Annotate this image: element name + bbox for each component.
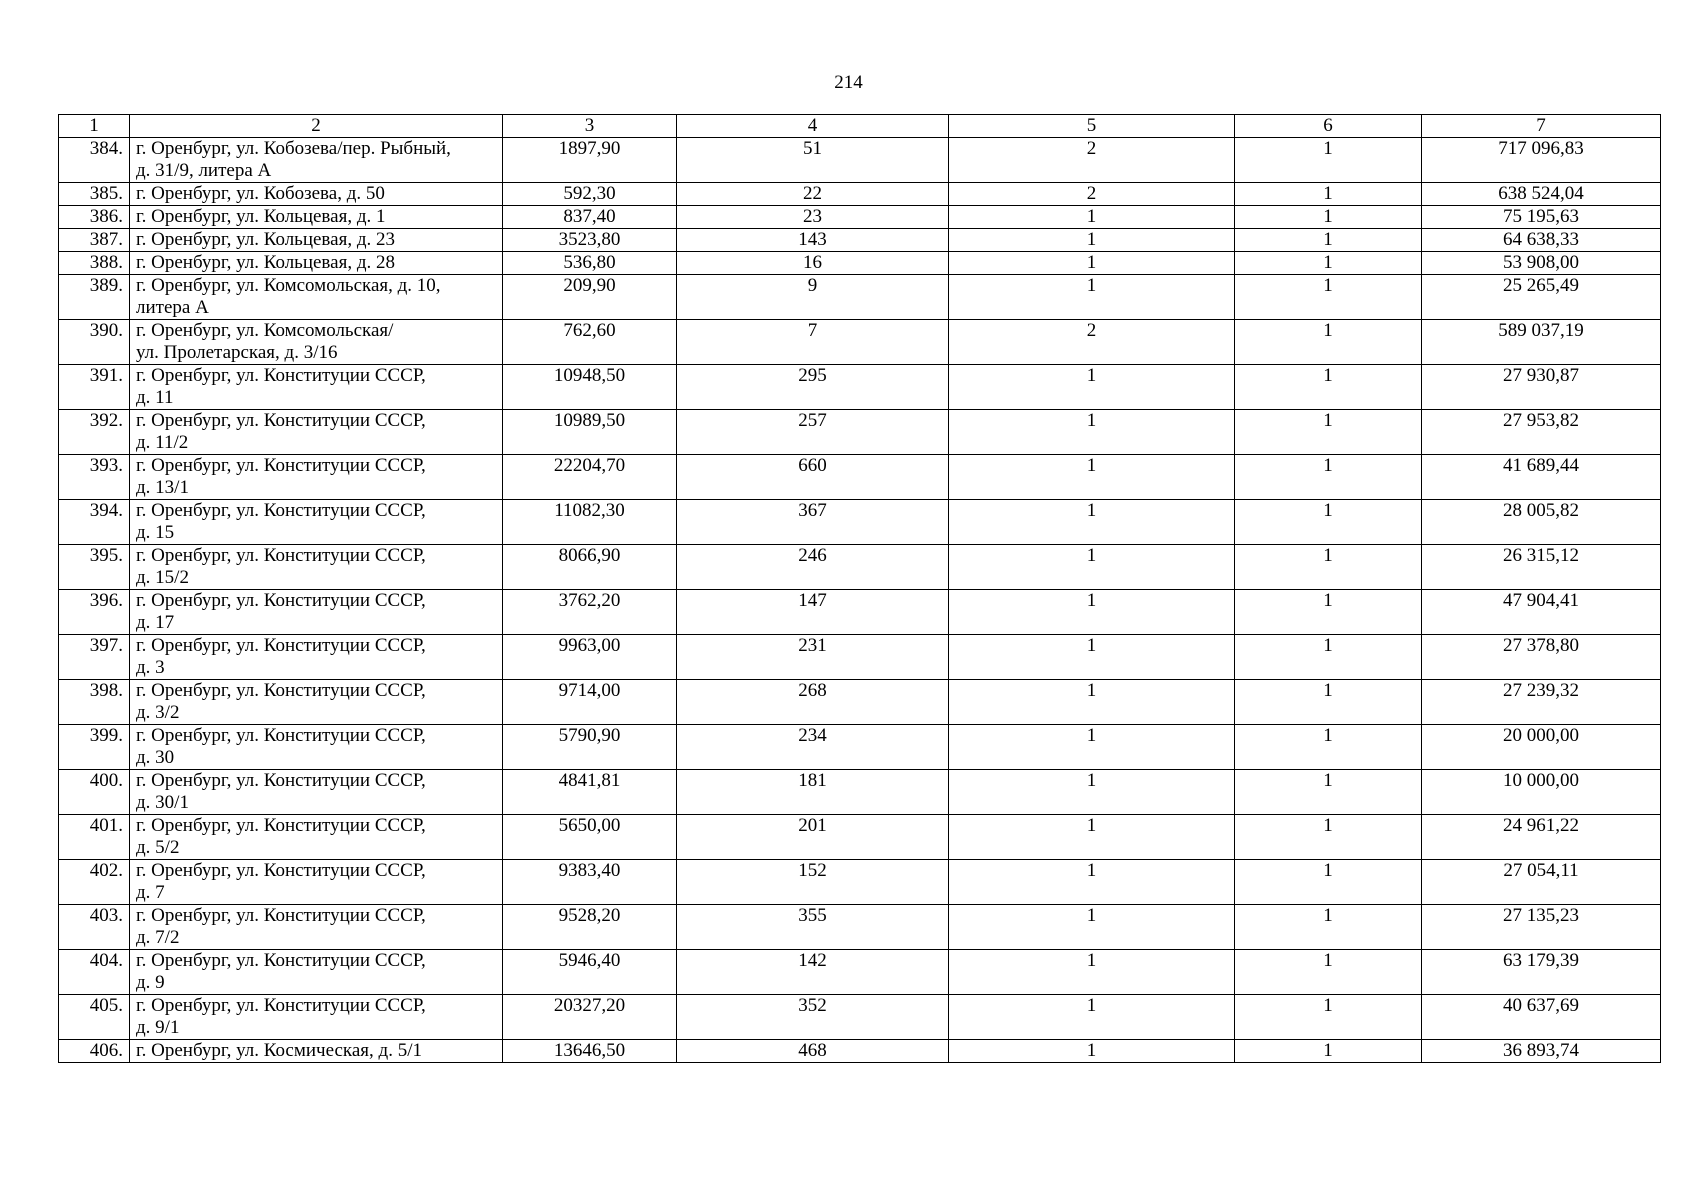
amount-cell: 53 908,00 <box>1422 252 1661 275</box>
row-number: 398. <box>59 680 130 725</box>
row-number: 393. <box>59 455 130 500</box>
table-row <box>59 950 1661 995</box>
address-line: литера А <box>136 297 209 318</box>
column-4-cell: 660 <box>677 455 949 500</box>
address-cell <box>130 183 503 206</box>
row-number: 399. <box>59 725 130 770</box>
column-header: 4 <box>677 115 949 138</box>
address-line: г. Оренбург, ул. Конституции СССР, <box>136 905 426 926</box>
amount-cell: 24 961,22 <box>1422 815 1661 860</box>
column-5-cell: 1 <box>949 905 1235 950</box>
amount-cell: 36 893,74 <box>1422 1040 1661 1063</box>
address-cell <box>130 725 503 770</box>
column-header: 7 <box>1422 115 1661 138</box>
column-6-cell: 1 <box>1235 725 1422 770</box>
table-row <box>59 860 1661 905</box>
address-line: д. 11/2 <box>136 432 189 453</box>
table-row <box>59 229 1661 252</box>
area-cell: 762,60 <box>503 320 677 365</box>
address-line: г. Оренбург, ул. Конституции СССР, <box>136 455 426 476</box>
column-4-cell: 355 <box>677 905 949 950</box>
column-4-cell: 22 <box>677 183 949 206</box>
column-4-cell: 181 <box>677 770 949 815</box>
amount-cell: 27 930,87 <box>1422 365 1661 410</box>
column-4-cell: 147 <box>677 590 949 635</box>
column-6-cell: 1 <box>1235 229 1422 252</box>
address-line: г. Оренбург, ул. Конституции СССР, <box>136 545 426 566</box>
column-4-cell: 234 <box>677 725 949 770</box>
address-line: д. 3 <box>136 657 165 678</box>
page-number: 214 <box>834 72 863 93</box>
column-5-cell: 1 <box>949 590 1235 635</box>
area-cell: 536,80 <box>503 252 677 275</box>
address-cell <box>130 680 503 725</box>
area-cell: 11082,30 <box>503 500 677 545</box>
row-number: 397. <box>59 635 130 680</box>
address-cell <box>130 635 503 680</box>
column-5-cell: 2 <box>949 183 1235 206</box>
column-6-cell: 1 <box>1235 183 1422 206</box>
amount-cell: 717 096,83 <box>1422 138 1661 183</box>
address-line: г. Оренбург, ул. Конституции СССР, <box>136 365 426 386</box>
column-4-cell: 51 <box>677 138 949 183</box>
row-number: 390. <box>59 320 130 365</box>
column-header: 6 <box>1235 115 1422 138</box>
address-line: д. 7/2 <box>136 927 180 948</box>
area-cell: 10989,50 <box>503 410 677 455</box>
table-row <box>59 545 1661 590</box>
area-cell: 10948,50 <box>503 365 677 410</box>
table-row <box>59 320 1661 365</box>
address-cell <box>130 138 503 183</box>
column-6-cell: 1 <box>1235 206 1422 229</box>
address-line: д. 30 <box>136 747 175 768</box>
address-line: ул. Пролетарская, д. 3/16 <box>136 342 338 363</box>
column-4-cell: 246 <box>677 545 949 590</box>
address-line: д. 17 <box>136 612 175 633</box>
amount-cell: 27 953,82 <box>1422 410 1661 455</box>
column-4-cell: 352 <box>677 995 949 1040</box>
address-line: г. Оренбург, ул. Конституции СССР, <box>136 680 426 701</box>
table-row <box>59 206 1661 229</box>
row-number: 396. <box>59 590 130 635</box>
address-cell <box>130 995 503 1040</box>
column-5-cell: 1 <box>949 206 1235 229</box>
column-6-cell: 1 <box>1235 252 1422 275</box>
column-4-cell: 142 <box>677 950 949 995</box>
column-4-cell: 152 <box>677 860 949 905</box>
column-4-cell: 268 <box>677 680 949 725</box>
area-cell: 5946,40 <box>503 950 677 995</box>
column-5-cell: 1 <box>949 1040 1235 1063</box>
column-6-cell: 1 <box>1235 950 1422 995</box>
address-line: д. 3/2 <box>136 702 180 723</box>
address-cell <box>130 950 503 995</box>
amount-cell: 47 904,41 <box>1422 590 1661 635</box>
address-line: г. Оренбург, ул. Конституции СССР, <box>136 725 426 746</box>
column-4-cell: 9 <box>677 275 949 320</box>
column-4-cell: 257 <box>677 410 949 455</box>
column-4-cell: 16 <box>677 252 949 275</box>
amount-cell: 25 265,49 <box>1422 275 1661 320</box>
area-cell: 22204,70 <box>503 455 677 500</box>
column-5-cell: 1 <box>949 860 1235 905</box>
column-6-cell: 1 <box>1235 995 1422 1040</box>
address-line: д. 15/2 <box>136 567 189 588</box>
column-5-cell: 1 <box>949 680 1235 725</box>
column-4-cell: 295 <box>677 365 949 410</box>
address-cell <box>130 770 503 815</box>
column-4-cell: 23 <box>677 206 949 229</box>
address-line: д. 9/1 <box>136 1017 180 1038</box>
area-cell: 837,40 <box>503 206 677 229</box>
table-row <box>59 770 1661 815</box>
amount-cell: 27 054,11 <box>1422 860 1661 905</box>
row-number: 395. <box>59 545 130 590</box>
area-cell: 9383,40 <box>503 860 677 905</box>
column-5-cell: 1 <box>949 410 1235 455</box>
table-row <box>59 635 1661 680</box>
row-number: 385. <box>59 183 130 206</box>
table-row <box>59 275 1661 320</box>
address-line: г. Оренбург, ул. Комсомольская/ <box>136 320 394 341</box>
address-cell <box>130 275 503 320</box>
address-line: д. 15 <box>136 522 175 543</box>
column-6-cell: 1 <box>1235 905 1422 950</box>
area-cell: 9714,00 <box>503 680 677 725</box>
column-5-cell: 1 <box>949 950 1235 995</box>
address-cell <box>130 590 503 635</box>
address-line: г. Оренбург, ул. Кобозева, д. 50 <box>136 183 385 204</box>
address-cell <box>130 320 503 365</box>
row-number: 406. <box>59 1040 130 1063</box>
area-cell: 9528,20 <box>503 905 677 950</box>
address-cell <box>130 545 503 590</box>
address-line: г. Оренбург, ул. Конституции СССР, <box>136 635 426 656</box>
row-number: 403. <box>59 905 130 950</box>
address-cell <box>130 365 503 410</box>
address-line: г. Оренбург, ул. Кольцевая, д. 28 <box>136 252 395 273</box>
address-cell <box>130 229 503 252</box>
address-line: д. 13/1 <box>136 477 189 498</box>
area-cell: 3762,20 <box>503 590 677 635</box>
column-5-cell: 2 <box>949 138 1235 183</box>
column-6-cell: 1 <box>1235 860 1422 905</box>
table-row <box>59 905 1661 950</box>
address-cell <box>130 410 503 455</box>
column-5-cell: 1 <box>949 500 1235 545</box>
row-number: 386. <box>59 206 130 229</box>
column-4-cell: 201 <box>677 815 949 860</box>
row-number: 389. <box>59 275 130 320</box>
address-cell <box>130 252 503 275</box>
column-6-cell: 1 <box>1235 410 1422 455</box>
amount-cell: 589 037,19 <box>1422 320 1661 365</box>
address-cell <box>130 455 503 500</box>
area-cell: 8066,90 <box>503 545 677 590</box>
column-5-cell: 1 <box>949 635 1235 680</box>
address-cell <box>130 1040 503 1063</box>
address-line: г. Оренбург, ул. Кольцевая, д. 23 <box>136 229 395 250</box>
row-number: 401. <box>59 815 130 860</box>
address-line: д. 31/9, литера А <box>136 160 272 181</box>
column-6-cell: 1 <box>1235 680 1422 725</box>
column-6-cell: 1 <box>1235 635 1422 680</box>
address-line: г. Оренбург, ул. Комсомольская, д. 10, <box>136 275 441 296</box>
table-body <box>59 138 1661 1063</box>
amount-cell: 28 005,82 <box>1422 500 1661 545</box>
table-row <box>59 138 1661 183</box>
table-row <box>59 455 1661 500</box>
address-line: г. Оренбург, ул. Космическая, д. 5/1 <box>136 1040 422 1061</box>
column-header: 2 <box>130 115 503 138</box>
address-line: г. Оренбург, ул. Кольцевая, д. 1 <box>136 206 386 227</box>
area-cell: 3523,80 <box>503 229 677 252</box>
amount-cell: 75 195,63 <box>1422 206 1661 229</box>
amount-cell: 20 000,00 <box>1422 725 1661 770</box>
area-cell: 1897,90 <box>503 138 677 183</box>
table-row <box>59 365 1661 410</box>
column-5-cell: 1 <box>949 725 1235 770</box>
address-line: г. Оренбург, ул. Кобозева/пер. Рыбный, <box>136 138 451 159</box>
row-number: 402. <box>59 860 130 905</box>
column-6-cell: 1 <box>1235 138 1422 183</box>
column-header: 1 <box>59 115 130 138</box>
row-number: 394. <box>59 500 130 545</box>
table-row <box>59 410 1661 455</box>
amount-cell: 10 000,00 <box>1422 770 1661 815</box>
column-5-cell: 1 <box>949 229 1235 252</box>
table-row <box>59 680 1661 725</box>
address-cell <box>130 815 503 860</box>
table-row <box>59 995 1661 1040</box>
column-6-cell: 1 <box>1235 320 1422 365</box>
address-line: д. 7 <box>136 882 165 903</box>
column-5-cell: 1 <box>949 252 1235 275</box>
address-line: г. Оренбург, ул. Конституции СССР, <box>136 500 426 521</box>
column-6-cell: 1 <box>1235 500 1422 545</box>
column-4-cell: 231 <box>677 635 949 680</box>
area-cell: 20327,20 <box>503 995 677 1040</box>
table-row <box>59 725 1661 770</box>
table-row <box>59 252 1661 275</box>
amount-cell: 27 378,80 <box>1422 635 1661 680</box>
area-cell: 4841,81 <box>503 770 677 815</box>
amount-cell: 64 638,33 <box>1422 229 1661 252</box>
column-4-cell: 143 <box>677 229 949 252</box>
address-line: г. Оренбург, ул. Конституции СССР, <box>136 860 426 881</box>
table-row <box>59 500 1661 545</box>
amount-cell: 27 135,23 <box>1422 905 1661 950</box>
amount-cell: 638 524,04 <box>1422 183 1661 206</box>
column-5-cell: 2 <box>949 320 1235 365</box>
row-number: 392. <box>59 410 130 455</box>
column-5-cell: 1 <box>949 995 1235 1040</box>
column-6-cell: 1 <box>1235 455 1422 500</box>
column-5-cell: 1 <box>949 815 1235 860</box>
area-cell: 5650,00 <box>503 815 677 860</box>
column-5-cell: 1 <box>949 770 1235 815</box>
area-cell: 13646,50 <box>503 1040 677 1063</box>
column-4-cell: 367 <box>677 500 949 545</box>
table-row <box>59 183 1661 206</box>
row-number: 404. <box>59 950 130 995</box>
column-4-cell: 468 <box>677 1040 949 1063</box>
area-cell: 5790,90 <box>503 725 677 770</box>
address-line: г. Оренбург, ул. Конституции СССР, <box>136 995 426 1016</box>
table-row <box>59 815 1661 860</box>
column-header: 3 <box>503 115 677 138</box>
column-5-cell: 1 <box>949 365 1235 410</box>
column-6-cell: 1 <box>1235 590 1422 635</box>
row-number: 388. <box>59 252 130 275</box>
column-5-cell: 1 <box>949 545 1235 590</box>
column-6-cell: 1 <box>1235 365 1422 410</box>
row-number: 405. <box>59 995 130 1040</box>
column-header: 5 <box>949 115 1235 138</box>
area-cell: 592,30 <box>503 183 677 206</box>
address-line: г. Оренбург, ул. Конституции СССР, <box>136 590 426 611</box>
column-6-cell: 1 <box>1235 815 1422 860</box>
column-5-cell: 1 <box>949 275 1235 320</box>
column-4-cell: 7 <box>677 320 949 365</box>
address-cell <box>130 905 503 950</box>
row-number: 387. <box>59 229 130 252</box>
address-line: г. Оренбург, ул. Конституции СССР, <box>136 410 426 431</box>
address-cell <box>130 206 503 229</box>
address-line: д. 5/2 <box>136 837 180 858</box>
column-6-cell: 1 <box>1235 545 1422 590</box>
amount-cell: 26 315,12 <box>1422 545 1661 590</box>
address-line: д. 9 <box>136 972 165 993</box>
row-number: 391. <box>59 365 130 410</box>
column-number-row <box>59 115 1661 138</box>
area-cell: 9963,00 <box>503 635 677 680</box>
amount-cell: 27 239,32 <box>1422 680 1661 725</box>
address-cell <box>130 500 503 545</box>
column-6-cell: 1 <box>1235 1040 1422 1063</box>
address-line: г. Оренбург, ул. Конституции СССР, <box>136 770 426 791</box>
amount-cell: 40 637,69 <box>1422 995 1661 1040</box>
address-line: д. 11 <box>136 387 174 408</box>
amount-cell: 41 689,44 <box>1422 455 1661 500</box>
amount-cell: 63 179,39 <box>1422 950 1661 995</box>
address-line: д. 30/1 <box>136 792 189 813</box>
column-6-cell: 1 <box>1235 275 1422 320</box>
registry-table <box>58 114 1661 1063</box>
address-line: г. Оренбург, ул. Конституции СССР, <box>136 950 426 971</box>
address-cell <box>130 860 503 905</box>
table-row <box>59 590 1661 635</box>
row-number: 400. <box>59 770 130 815</box>
row-number: 384. <box>59 138 130 183</box>
area-cell: 209,90 <box>503 275 677 320</box>
address-line: г. Оренбург, ул. Конституции СССР, <box>136 815 426 836</box>
column-5-cell: 1 <box>949 455 1235 500</box>
table-row <box>59 1040 1661 1063</box>
column-6-cell: 1 <box>1235 770 1422 815</box>
